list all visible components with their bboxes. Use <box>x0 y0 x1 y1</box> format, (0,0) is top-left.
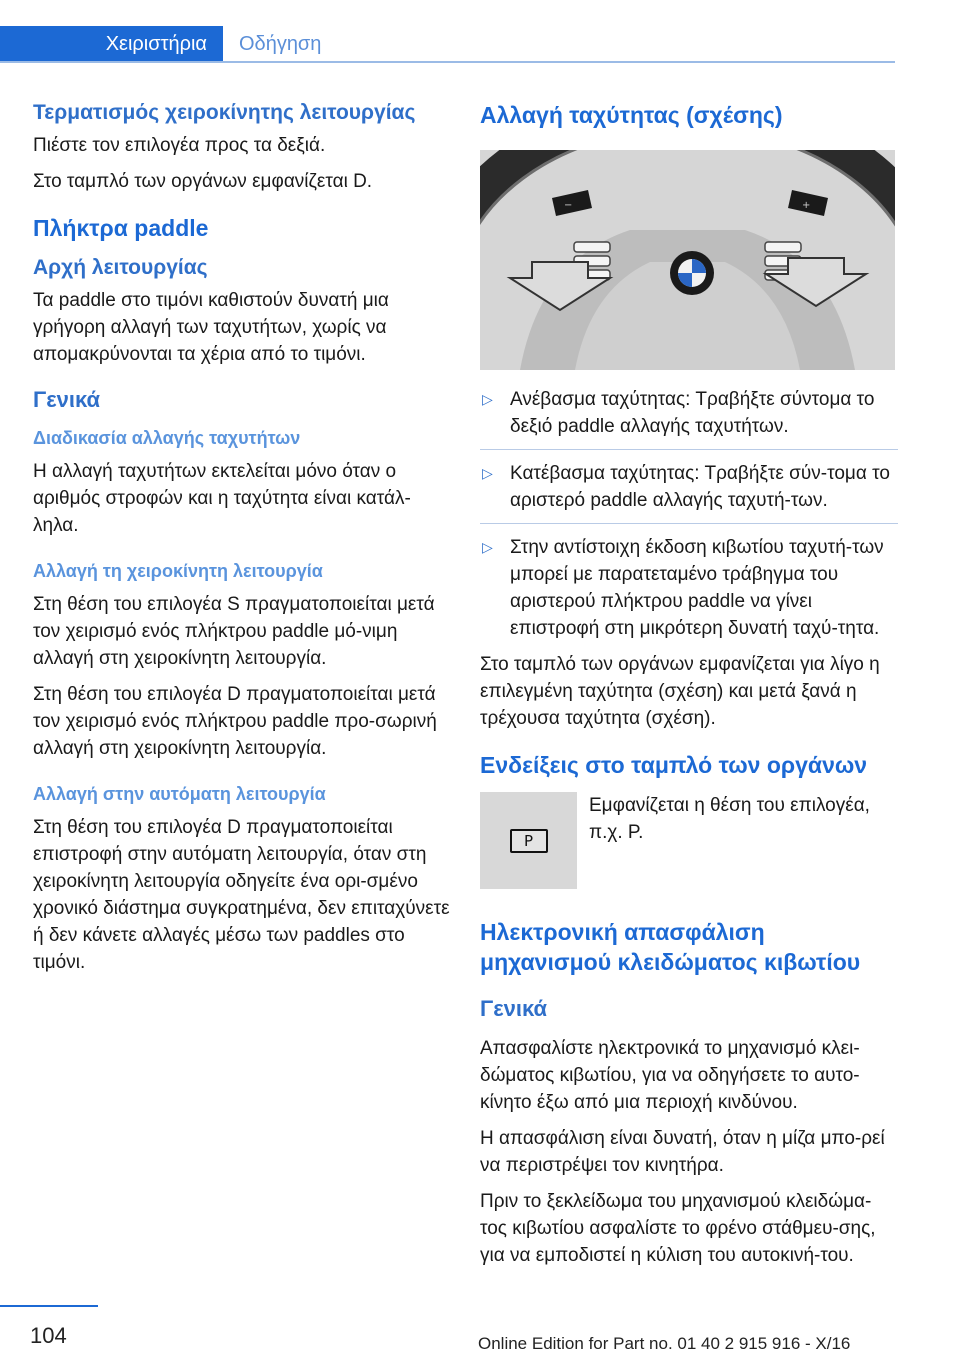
svg-text:+: + <box>802 200 811 211</box>
selector-p-icon: P <box>510 829 548 853</box>
heading-instrument-indications: Ενδείξεις στο ταμπλό των οργάνων <box>480 752 868 778</box>
gear-change-list <box>480 386 898 642</box>
list-item: ▷ Ανέβασμα ταχύτητας: Τραβήξτε σύντομα το δεξιό paddle αλλαγής ταχυτήτων. <box>480 386 898 440</box>
indicator-row <box>480 792 898 889</box>
list-item: ▷ Κατέβασμα ταχύτητας: Τραβήξτε σύν-τομα το αριστερό paddle αλλαγής ταχυτή-των. <box>480 460 898 514</box>
tab-controls: Χειριστήρια <box>0 26 223 62</box>
left-column <box>33 100 451 985</box>
svg-text:−: − <box>564 200 573 211</box>
heading-principle: Αρχή λειτουργίας <box>33 256 208 279</box>
selector-indicator-image <box>480 792 577 889</box>
heading-shift-procedure: Διαδικασία αλλαγής ταχυτήτων <box>33 428 301 448</box>
steering-wheel-paddles-illustration <box>480 150 895 370</box>
tab-driving: Οδήγηση <box>239 32 322 55</box>
paragraph-selector-d-temp: Στη θέση του επιλογέα D πραγματοποιείται μετά τον χειρισμό ενός πλήκτρου paddle προ-σωρινή αλλαγή στη χειροκίνητη λειτουργία. <box>33 684 437 759</box>
edition-note: Online Edition for Part no. 01 40 2 915 916 - X/16 <box>478 1334 851 1353</box>
heading-paddle-keys: Πλήκτρα paddle <box>33 215 209 241</box>
paragraph-release-possible: Η απασφάλιση είναι δυνατή, όταν η μίζα μπο-ρεί να περιστρέψει τον κινητήρα. <box>480 1128 885 1176</box>
indicator-description: Εμφανίζεται η θέση του επιλογέα, π.χ. P. <box>589 795 870 843</box>
paragraph-display-gear: Στο ταμπλό των οργάνων εμφανίζεται για λίγο η επιλεγμένη ταχύτητα (σχέση) και μετά ξανά η τρέχουσα ταχύτητα (σχέση). <box>480 654 880 729</box>
paragraph-selector-s: Στη θέση του επιλογέα S πραγματοποιείται μετά τον χειρισμό ενός πλήκτρου paddle μό-νιμη αλλαγή στη χειροκίνητη λειτουργία. <box>33 594 435 669</box>
heading-electronic-release: Ηλεκτρονική απασφάλιση μηχανισμού κλειδώματος κιβωτίου <box>480 919 861 975</box>
paragraph-shift-procedure: Η αλλαγή ταχυτήτων εκτελείται μόνο όταν ο αριθμός στροφών και η ταχύτητα είναι κατάλ-ληλα. <box>33 461 411 536</box>
right-column <box>480 100 898 1278</box>
paragraph-paddle-principle: Τα paddle στο τιμόνι καθιστούν δυνατή μια γρήγορη αλλαγή των ταχυτήτων, χωρίς να απομακρύνονται τα χέρια από το τιμόνι. <box>33 290 389 365</box>
heading-general-2: Γενικά <box>480 996 548 1021</box>
bmw-logo-icon <box>670 251 714 295</box>
footer-rule <box>0 1305 98 1307</box>
paragraph-push-selector: Πιέστε τον επιλογέα προς τα δεξιά. <box>33 135 326 156</box>
heading-switch-manual: Αλλαγή τη χειροκίνητη λειτουργία <box>33 561 323 581</box>
heading-general: Γενικά <box>33 387 101 412</box>
paragraph-return-auto: Στη θέση του επιλογέα D πραγματοποιείται επιστροφή στην αυτόματη λειτουργία, όταν στη χειροκίνητη λειτουργία οδηγείτε ένα ορι-σμένο χρονικό διάστημα συγκρατημένα, δεν επιταχύνετε ή δεν κάνετε αλλαγές μέσω των paddles στο τιμόνι. <box>33 817 450 973</box>
heading-terminate-manual: Τερματισμός χειροκίνητης λειτουργίας <box>33 101 416 124</box>
triangle-bullet-icon: ▷ <box>482 391 493 407</box>
header-bar <box>0 0 960 64</box>
divider <box>480 523 898 524</box>
heading-switch-auto: Αλλαγή στην αυτόματη λειτουργία <box>33 784 326 804</box>
heading-gear-change: Αλλαγή ταχύτητας (σχέσης) <box>480 102 783 128</box>
divider <box>480 449 898 450</box>
paragraph-parking-brake: Πριν το ξεκλείδωμα του μηχανισμού κλειδώμα-τος κιβωτίου ασφαλίστε το φρένο στάθμευ-σης, για να εμποδιστεί η κύλιση του αυτοκινή-του. <box>480 1191 876 1266</box>
page-number: 104 <box>30 1323 67 1348</box>
list-item: ▷ Στην αντίστοιχη έκδοση κιβωτίου ταχυτή-των μπορεί με παρατεταμένο τράβηγμα του αριστερού πλήκτρου paddle να γίνει επιστροφή στη μικρότερη δυνατή ταχύ-τητα. <box>480 534 898 642</box>
header-rule <box>0 61 895 63</box>
paragraph-release-electronic: Απασφαλίστε ηλεκτρονικά το μηχανισμό κλει-δώματος κιβωτίου, για να οδηγήσετε το αυτο-κίνητο έξω από μια περιοχή κινδύνου. <box>480 1038 860 1113</box>
triangle-bullet-icon: ▷ <box>482 465 493 481</box>
paragraph-display-d: Στο ταμπλό των οργάνων εμφανίζεται D. <box>33 171 373 192</box>
triangle-bullet-icon: ▷ <box>482 539 493 555</box>
